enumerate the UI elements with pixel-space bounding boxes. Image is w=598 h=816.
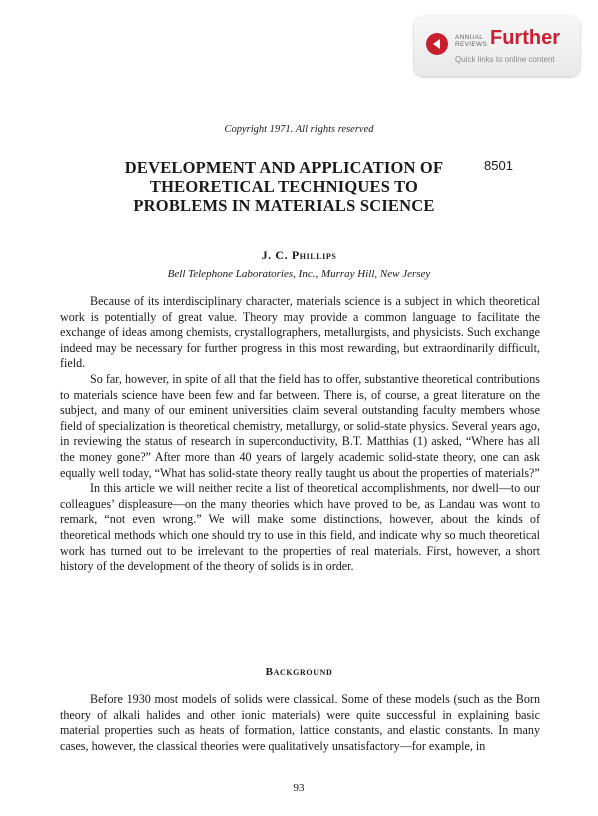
author-affiliation: Bell Telephone Laboratories, Inc., Murray Hill, New Jersey — [167, 268, 431, 280]
section-heading: Background — [265, 666, 333, 678]
intro-text — [60, 294, 540, 575]
annual-reviews-label: ANNUAL REVIEWS — [455, 34, 488, 48]
page-number: 93 — [293, 782, 305, 794]
article-title: DEVELOPMENT AND APPLICATION OF THEORETICAL TECHNIQUES TO PROBLEMS IN MATERIALS SCIENCE — [124, 158, 444, 215]
further-banner[interactable] — [414, 16, 580, 76]
author-name: J. C. Phillips — [261, 248, 337, 262]
paragraph: Because of its interdisciplinary character, materials science is a subject in which theoretical work is potentially of great value. Theory may provide a common language to facilitate the exchange of ideas among chemists, crystallographers, metallurgists, and physicists. Such exchange indeed may be necessary for further progress in this most rewarding, but extraordinarily difficult, field. — [60, 294, 540, 371]
paragraph: Before 1930 most models of solids were classical. Some of these models (such as the Born theory of alkali halides and other ionic materials) were quite successful in explaining basic material properties such as heats of formation, lattice constants, and elastic constants. In many cases, however, the classical theories were qualitatively unsatisfactory—for example, in — [60, 692, 540, 753]
paragraph: So far, however, in spite of all that the field has to offer, substantive theoretical contributions to materials science have been few and far between. There is, of course, a great literature on the subject, and many of our eminent universities claim several outstanding faculty members whose field of specialization is theoretical chemistry, metallurgy, or solid-state physics. Several years ago, in reviewing the status of research in superconductivity, B.T. Matthias (1) asked, “Where has all the money gone?” After more than 40 years of largely academic solid-state theory, one can ask equally well today, “What has solid-state theory really taught us about the properties of materials?” — [60, 371, 540, 480]
paragraph: In this article we will neither recite a list of theoretical accomplishments, nor dwell—to our colleagues’ displeasure—on the many theories which have proved to be, as Landau was wont to remark, “not even wrong.” We will make some distinctions, however, about the kinds of theoretical methods which one should try to use in this field, and indicate why so much theoretical work has turned out to be irrelevant to the properties of real materials. First, however, a short history of the development of the theory of solids is in order. — [60, 481, 540, 574]
annual-reviews-logo-icon — [426, 33, 448, 55]
further-label: Further — [490, 27, 560, 49]
copyright-notice: Copyright 1971. All rights reserved — [224, 124, 374, 135]
quick-links-text: Quick links to online content — [455, 55, 555, 64]
section-text — [60, 692, 540, 754]
article-code: 8501 — [484, 158, 513, 173]
